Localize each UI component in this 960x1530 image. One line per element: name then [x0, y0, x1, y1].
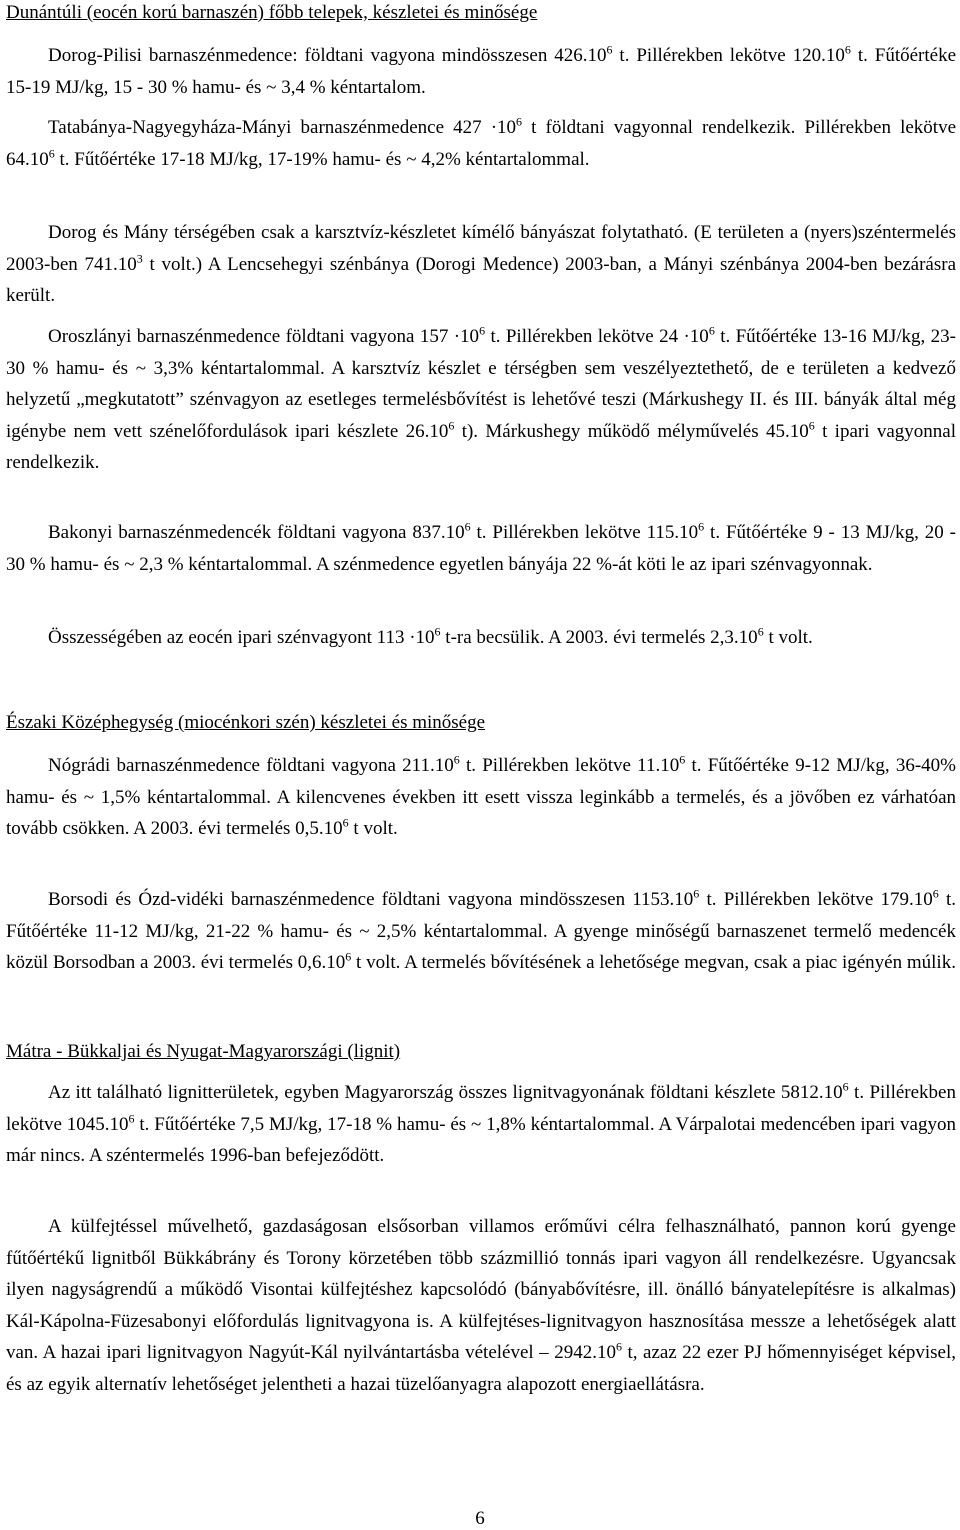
text-run: A külfejtéssel művelhető, gazdaságosan elsősorban villamos erőművi célra felhasználható, pannon korú gyenge fűtőértékű lignitből Bükkábrány és Torony körzetében több százmillió tonnás ipari vagyon áll rendelkezésre. Ugyancsak ilyen nagyságrendű a működő Visontai külfejtéshez kapcsolódó (bányabővítésre, ill. önálló bányatelepítésre is alkalmas) Kál-Kápolna-Füzesabonyi előfordulás lignitvagyona is. A külfejtéses-lignitvagyon hasznosítása messze a lehetőségek alatt van. A hazai ipari lignitvagyon Nagyút-Kál nyilvántartásba vételével – 2942.10 [6, 1216, 956, 1363]
exponent: 6 [464, 519, 471, 534]
section-heading-dunantuli: Dunántúli (eocén korú barnaszén) főbb telepek, készletei és minősége [6, 2, 538, 23]
exponent: 6 [932, 886, 939, 901]
text-run: t. Pillérekben lekötve 1045.10 [6, 1082, 956, 1135]
exponent: 6 [808, 418, 815, 433]
text-run: t. Pillérekben lekötve 179.10 [699, 889, 933, 910]
text-run: t. Fűtőértéke 17-18 MJ/kg, 17-19% hamu- és ~ 4,2% kéntartalommal. [54, 148, 590, 170]
paragraph [6, 112, 956, 175]
text-run: Nógrádi barnaszénmedence földtani vagyona 211.10 [48, 755, 454, 776]
exponent: 6 [615, 1339, 622, 1354]
exponent: 6 [434, 624, 441, 639]
exponent: 6 [606, 42, 613, 57]
exponent: 6 [842, 1079, 849, 1094]
text-run: Bakonyi barnaszénmedencék földtani vagyona 837.10 [48, 522, 465, 543]
paragraph [6, 750, 956, 845]
exponent: 6 [48, 146, 55, 161]
paragraph [6, 1211, 956, 1400]
text-run: Dorog és Mány térségében csak a karsztvíz-készletet kímélő bányászat folytatható. (E területen a (nyers)széntermelés 2003-ben 741.10 [6, 222, 956, 275]
text-run: t. Pillérekben lekötve 120.10 [612, 45, 845, 66]
exponent: 6 [453, 752, 460, 767]
text-run: Összességében az eocén ipari szénvagyont 113 ·10 [48, 627, 435, 648]
exponent: 6 [679, 752, 686, 767]
text-run: t volt. [348, 818, 398, 839]
exponent: 3 [136, 251, 143, 266]
text-run: Tatabánya-Nagyegyháza-Mányi barnaszénmedence 427 ·10 [48, 117, 517, 138]
exponent: 6 [708, 323, 715, 338]
exponent: 6 [693, 886, 700, 901]
exponent: 6 [448, 418, 455, 433]
text-run: t. Fűtőértéke 7,5 MJ/kg, 17-18 % hamu- és ~ 1,8% kéntartalommal. A Várpalotai medencében ipari vagyon már nincs. A széntermelés 1996-ban befejeződött. [6, 1113, 956, 1166]
text-run: t, azaz 22 ezer PJ hőmennyiséget képvisel, és az egyik alternatív lehetőséget jelentheti a hazai tüzelőanyagra alapozott energiaellátásra. [6, 1342, 956, 1395]
page-number: 6 [475, 1508, 485, 1529]
text-run: t. Fűtőértéke 9 - 13 MJ/kg, 20 - 30 % hamu- és ~ 2,3 % kéntartalommal. A szénmedence egyetlen bányája 22 %-át köti le az ipari szénvagyonnak. [6, 522, 956, 575]
section-heading-eszaki-kozephegyseg: Északi Középhegység (miocénkori szén) készletei és minősége [6, 712, 486, 733]
text-run: t. Pillérekben lekötve 11.10 [459, 755, 680, 776]
text-run: t. Fűtőértéke 9-12 MJ/kg, 36-40% hamu- és ~ 1,5% kéntartalommal. A kilencvenes években itt esett vissza leginkább a termelés, és a jövőben ez várhatóan tovább csökken. A 2003. évi termelés 0,5.10 [6, 755, 957, 839]
text-run: t. Pillérekben lekötve 115.10 [470, 522, 699, 543]
text-run: t-ra becsülik. A 2003. évi termelés 2,3.10 [440, 627, 758, 648]
text-run: t. Fűtőértéke 11-12 MJ/kg, 21-22 % hamu- és ~ 2,5% kéntartalommal. A gyenge minőségű barnaszenet termelő medencék közül Borsodban a 2003. évi termelés 0,6.10 [6, 889, 956, 973]
text-run: t. Fűtőértéke 15-19 MJ/kg, 15 - 30 % hamu- és ~ 3,4 % kéntartalom. [6, 45, 957, 98]
paragraph [6, 321, 956, 479]
section-heading-matra-bukkaljai: Mátra - Bükkaljai és Nyugat-Magyarországi (lignit) [6, 1041, 401, 1062]
exponent: 6 [757, 624, 764, 639]
text-run: Az itt található lignitterületek, egyben Magyarország összes lignitvagyonának földtani készlete 5812.10 [48, 1082, 843, 1103]
text-run: t volt.) A Lencsehegyi szénbánya (Dorogi Medence) 2003-ban, a Mányi szénbánya 2004-ben bezárásra került. [6, 253, 956, 306]
paragraph [6, 1077, 956, 1172]
exponent: 6 [479, 323, 486, 338]
paragraph [6, 884, 956, 979]
text-run: t). Márkushegy működő mélyművelés 45.10 [454, 420, 809, 442]
text-run: t. Fűtőértéke 13-16 MJ/kg, 23-30 % hamu- és ~ 3,3% kéntartalommal. A karsztvíz készlet e térségben sem veszélyeztethető, de e területen a kedvező helyzetű „megkutatott” szénvagyon az esetleges termelésbővítést is lehetővé teszi (Márkushegy II. és III. bányák által még igénybe nem vett szénelőfordulások ipari készlete 26.10 [6, 326, 956, 442]
paragraph [6, 40, 956, 103]
text-run: t volt. [763, 627, 813, 648]
text-run: t. Pillérekben lekötve 24 ·10 [485, 326, 709, 347]
paragraph [6, 622, 956, 654]
text-run: t földtani vagyonnal rendelkezik. Pillérekben lekötve 64.10 [6, 117, 957, 170]
paragraph [6, 217, 956, 312]
text-run: t ipari vagyonnal rendelkezik. [6, 420, 956, 473]
text-run: Borsodi és Ózd-vidéki barnaszénmedence földtani vagyona mindösszesen 1153.10 [48, 889, 694, 910]
text-run: Dorog-Pilisi barnaszénmedence: földtani vagyona mindösszesen 426.10 [48, 45, 607, 66]
exponent: 6 [342, 815, 349, 830]
exponent: 6 [516, 114, 523, 129]
exponent: 6 [345, 949, 352, 964]
exponent: 6 [698, 519, 705, 534]
text-run: t volt. A termelés bővítésének a lehetősége megvan, csak a piac igényén múlik. [351, 952, 956, 973]
paragraph [6, 517, 956, 580]
exponent: 6 [844, 42, 851, 57]
exponent: 6 [128, 1111, 135, 1126]
text-run: Oroszlányi barnaszénmedence földtani vagyona 157 ·10 [48, 326, 480, 347]
